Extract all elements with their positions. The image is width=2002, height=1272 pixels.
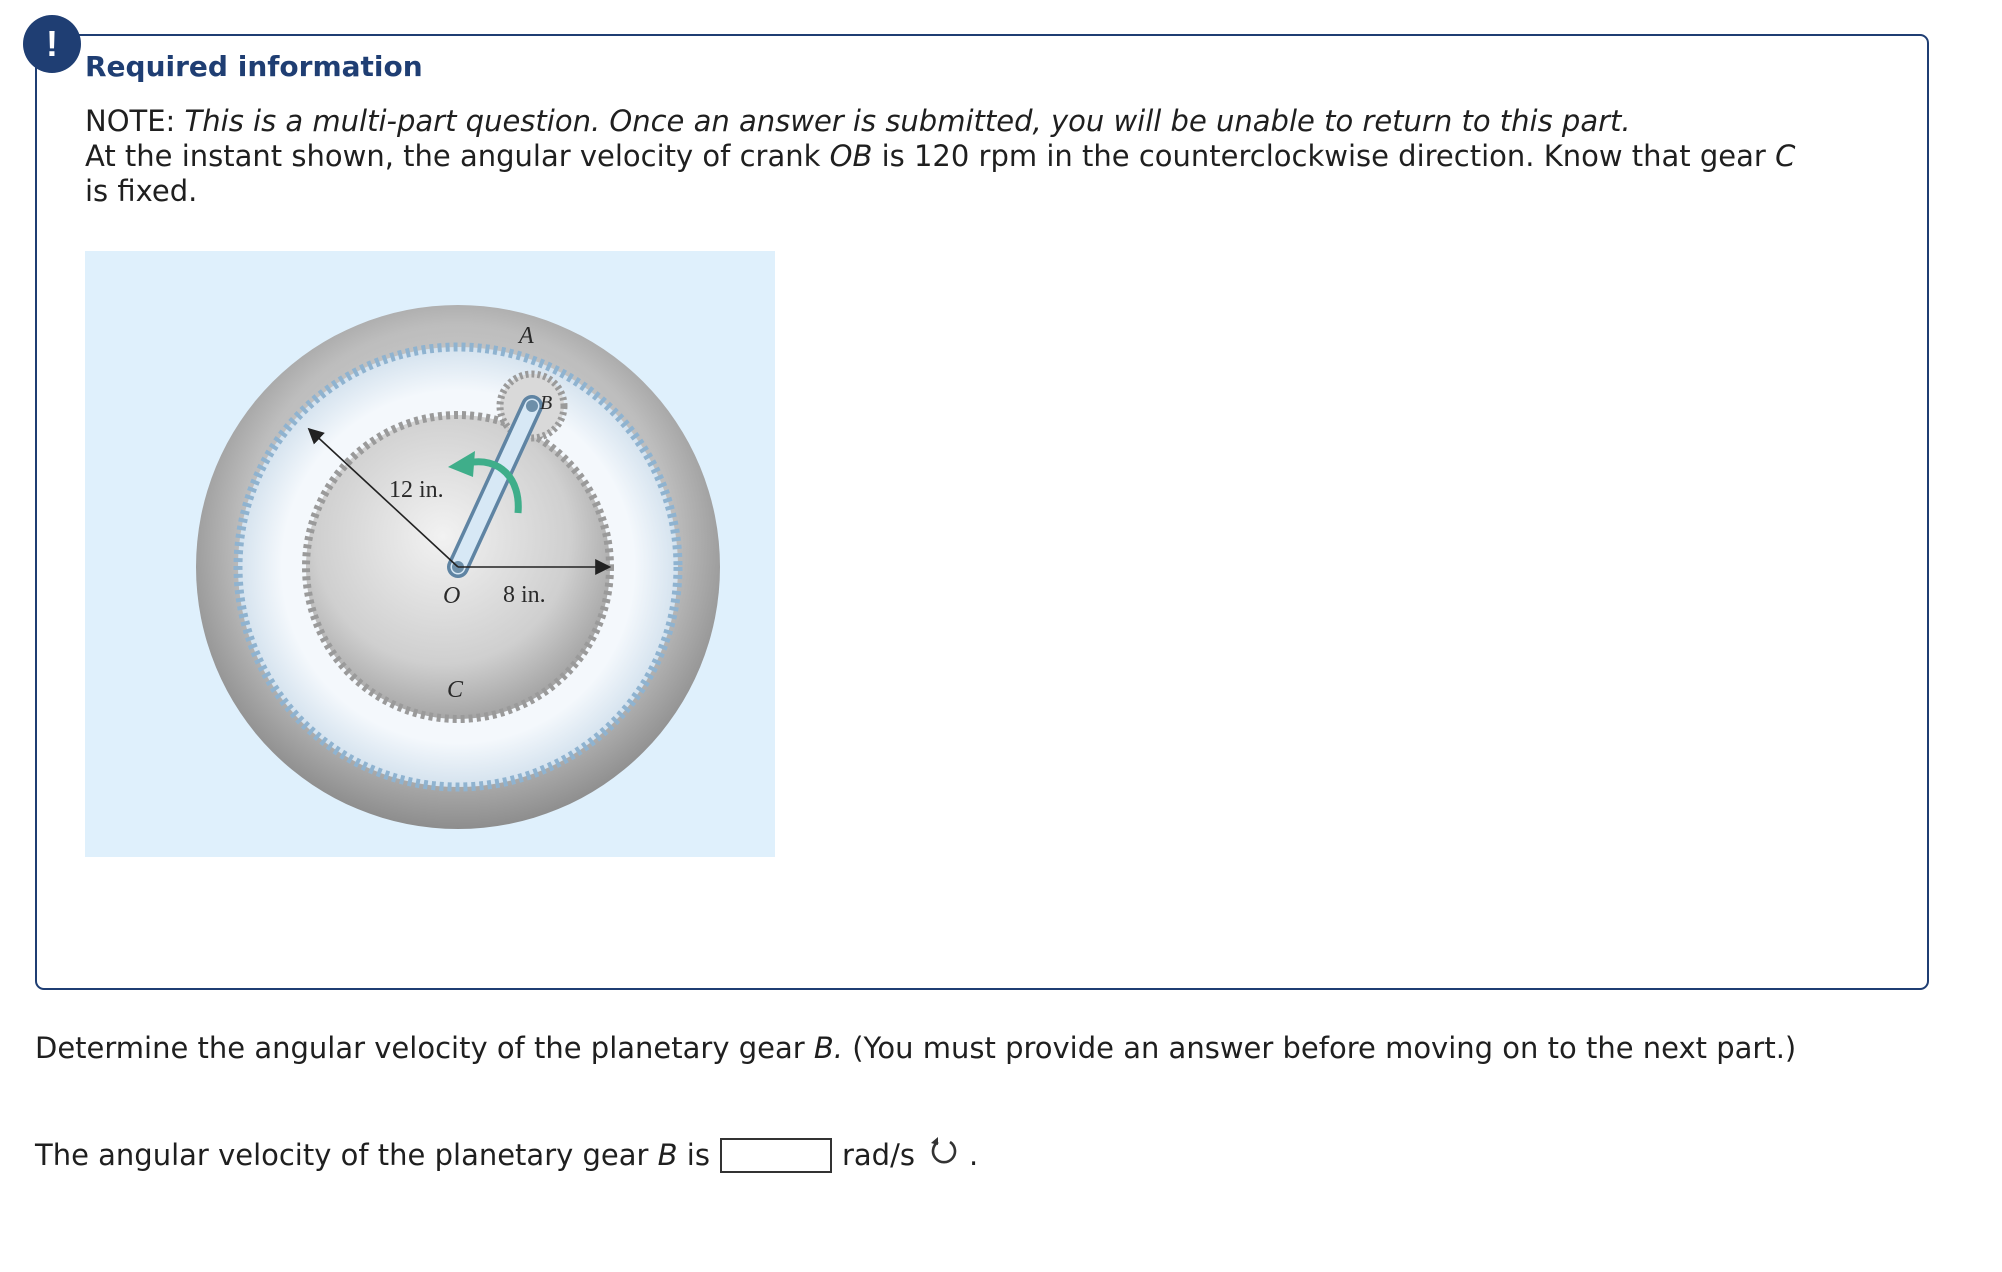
unit-label: rad/s [841,1138,915,1172]
question-post: (You must provide an answer before moving on to the next part.) [852,1031,1797,1065]
question-text [35,1030,1796,1066]
angular-velocity-input[interactable] [720,1138,832,1173]
counterclockwise-icon [929,1136,959,1174]
statement-mid: is 120 rpm in the counterclockwise direction. Know that gear [881,139,1766,173]
problem-statement [85,104,1805,209]
label-c: C [447,677,464,703]
required-information-title: Required information [85,50,423,83]
exclamation-icon: ! [23,15,81,73]
answer-label-pre: The angular velocity of the planetary gear [35,1138,649,1172]
trailing-period: . [968,1138,979,1172]
label-12in: 12 in. [389,477,444,503]
label-b: B [540,392,553,414]
label-8in: 8 in. [503,582,546,608]
note-label: NOTE: [85,104,176,138]
label-o: O [443,583,461,609]
planetary-gear-figure [85,251,775,857]
question-gear: B. [813,1031,843,1065]
label-a: A [519,323,534,349]
answer-label-post: is [686,1138,710,1172]
statement-post: is fixed. [85,174,198,208]
answer-gear: B [657,1138,678,1172]
statement-pre: At the instant shown, the angular velocity of crank [85,139,821,173]
crank-name: OB [829,139,873,173]
note-text: This is a multi-part question. Once an answer is submitted, you will be unable to return to this part. [184,104,1631,138]
question-pre: Determine the angular velocity of the planetary gear [35,1031,805,1065]
answer-row [35,1136,978,1174]
gear-name: C [1775,139,1796,173]
